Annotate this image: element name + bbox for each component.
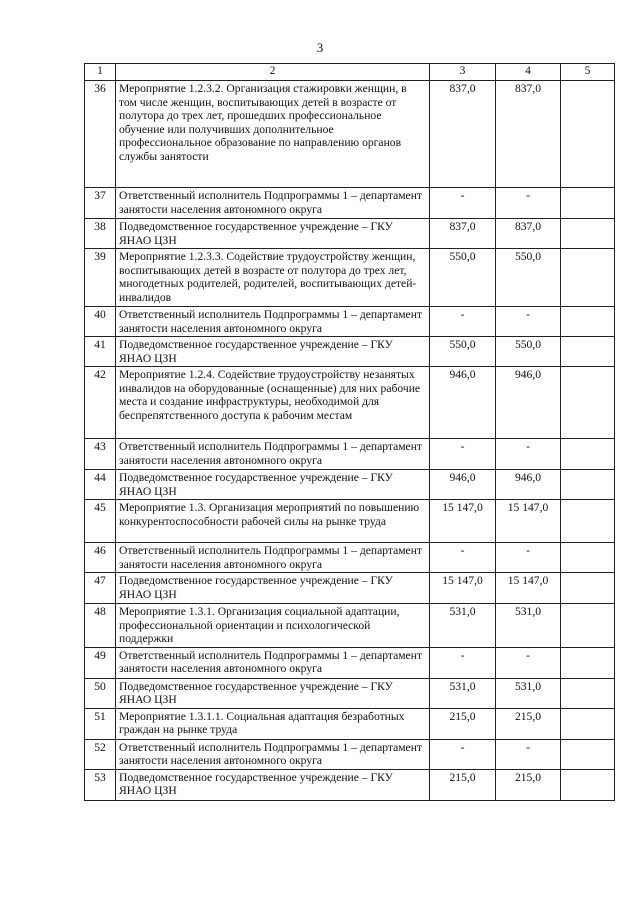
row-number: 42 bbox=[85, 367, 116, 439]
row-value-col5 bbox=[561, 573, 615, 604]
row-value-col5 bbox=[561, 219, 615, 249]
table-row bbox=[85, 337, 615, 367]
row-value-col3: 15 147,0 bbox=[430, 500, 496, 543]
row-value-col3: 837,0 bbox=[430, 219, 496, 249]
row-value-col5 bbox=[561, 188, 615, 219]
row-value-col4: - bbox=[496, 307, 561, 337]
row-number: 51 bbox=[85, 708, 116, 739]
row-value-col4: 550,0 bbox=[496, 337, 561, 367]
row-value-col4: 837,0 bbox=[496, 81, 561, 188]
row-value-col5 bbox=[561, 739, 615, 769]
row-number: 49 bbox=[85, 647, 116, 678]
program-funding-table bbox=[84, 63, 615, 801]
row-number: 43 bbox=[85, 439, 116, 470]
row-value-col5 bbox=[561, 604, 615, 648]
row-value-col3: 946,0 bbox=[430, 470, 496, 500]
row-number: 45 bbox=[85, 500, 116, 543]
row-value-col5 bbox=[561, 337, 615, 367]
row-description: Мероприятие 1.3. Организация мероприятий по повышению конкурентоспособности рабочей силы на рынке труда bbox=[116, 500, 430, 543]
row-description: Мероприятие 1.2.3.2. Организация стажировки женщин, в том числе женщин, воспитывающих детей в возрасте от полутора до трех лет, прошедших профессиональное обучение или получивших дополнительное профессиональное образование по направлению органов службы занятости bbox=[116, 81, 430, 188]
row-value-col3: - bbox=[430, 188, 496, 219]
row-value-col3: 531,0 bbox=[430, 604, 496, 648]
table-row bbox=[85, 219, 615, 249]
table-row bbox=[85, 543, 615, 573]
row-value-col4: 15 147,0 bbox=[496, 573, 561, 604]
table-row bbox=[85, 604, 615, 648]
table-row bbox=[85, 678, 615, 708]
table-row bbox=[85, 307, 615, 337]
row-value-col3: 215,0 bbox=[430, 769, 496, 800]
row-number: 48 bbox=[85, 604, 116, 648]
table-row bbox=[85, 500, 615, 543]
row-value-col4: 531,0 bbox=[496, 604, 561, 648]
row-description: Ответственный исполнитель Подпрограммы 1 – департамент занятости населения автономного округа bbox=[116, 188, 430, 219]
row-number: 39 bbox=[85, 249, 116, 307]
row-value-col5 bbox=[561, 367, 615, 439]
row-value-col4: 946,0 bbox=[496, 470, 561, 500]
row-description: Ответственный исполнитель Подпрограммы 1 – департамент занятости населения автономного округа bbox=[116, 307, 430, 337]
row-description: Мероприятие 1.3.1. Организация социальной адаптации, профессиональной ориентации и психологической поддержки bbox=[116, 604, 430, 648]
table-row bbox=[85, 81, 615, 188]
row-number: 37 bbox=[85, 188, 116, 219]
row-value-col5 bbox=[561, 678, 615, 708]
row-value-col4: - bbox=[496, 739, 561, 769]
row-value-col4: - bbox=[496, 647, 561, 678]
table-row bbox=[85, 249, 615, 307]
row-number: 47 bbox=[85, 573, 116, 604]
row-value-col4: 837,0 bbox=[496, 219, 561, 249]
table-row bbox=[85, 647, 615, 678]
column-header: 3 bbox=[430, 64, 496, 81]
row-value-col5 bbox=[561, 708, 615, 739]
row-value-col4: 946,0 bbox=[496, 367, 561, 439]
table-row bbox=[85, 470, 615, 500]
table-row bbox=[85, 708, 615, 739]
table-row bbox=[85, 367, 615, 439]
row-value-col3: 215,0 bbox=[430, 708, 496, 739]
table-row bbox=[85, 188, 615, 219]
row-value-col3: 531,0 bbox=[430, 678, 496, 708]
row-value-col3: 550,0 bbox=[430, 249, 496, 307]
row-description: Подведомственное государственное учреждение – ГКУ ЯНАО ЦЗН bbox=[116, 219, 430, 249]
row-description: Подведомственное государственное учреждение – ГКУ ЯНАО ЦЗН bbox=[116, 769, 430, 800]
row-value-col4: 531,0 bbox=[496, 678, 561, 708]
table-header-row bbox=[85, 64, 615, 81]
row-value-col4: 215,0 bbox=[496, 769, 561, 800]
row-value-col4: - bbox=[496, 543, 561, 573]
column-header: 4 bbox=[496, 64, 561, 81]
column-header: 2 bbox=[116, 64, 430, 81]
row-description: Ответственный исполнитель Подпрограммы 1 – департамент занятости населения автономного округа bbox=[116, 647, 430, 678]
row-value-col3: - bbox=[430, 439, 496, 470]
row-value-col3: - bbox=[430, 739, 496, 769]
row-value-col5 bbox=[561, 307, 615, 337]
row-description: Подведомственное государственное учреждение – ГКУ ЯНАО ЦЗН bbox=[116, 573, 430, 604]
row-value-col3: 550,0 bbox=[430, 337, 496, 367]
row-value-col4: 215,0 bbox=[496, 708, 561, 739]
row-number: 52 bbox=[85, 739, 116, 769]
table-row bbox=[85, 573, 615, 604]
row-value-col5 bbox=[561, 769, 615, 800]
row-value-col5 bbox=[561, 500, 615, 543]
column-header: 5 bbox=[561, 64, 615, 81]
row-value-col3: 946,0 bbox=[430, 367, 496, 439]
row-description: Мероприятие 1.3.1.1. Социальная адаптация безработных граждан на рынке труда bbox=[116, 708, 430, 739]
page-number: 3 bbox=[316, 40, 324, 55]
row-value-col3: - bbox=[430, 647, 496, 678]
row-value-col4: 15 147,0 bbox=[496, 500, 561, 543]
row-value-col4: - bbox=[496, 188, 561, 219]
table-row bbox=[85, 739, 615, 769]
row-number: 44 bbox=[85, 470, 116, 500]
row-description: Подведомственное государственное учреждение – ГКУ ЯНАО ЦЗН bbox=[116, 470, 430, 500]
table-row bbox=[85, 769, 615, 800]
row-number: 41 bbox=[85, 337, 116, 367]
row-number: 38 bbox=[85, 219, 116, 249]
row-description: Подведомственное государственное учреждение – ГКУ ЯНАО ЦЗН bbox=[116, 678, 430, 708]
row-description: Ответственный исполнитель Подпрограммы 1 – департамент занятости населения автономного округа bbox=[116, 739, 430, 769]
row-value-col5 bbox=[561, 470, 615, 500]
table-row bbox=[85, 439, 615, 470]
row-value-col5 bbox=[561, 439, 615, 470]
row-value-col5 bbox=[561, 647, 615, 678]
column-header: 1 bbox=[85, 64, 116, 81]
row-value-col5 bbox=[561, 543, 615, 573]
row-value-col3: - bbox=[430, 307, 496, 337]
row-description: Ответственный исполнитель Подпрограммы 1 – департамент занятости населения автономного округа bbox=[116, 543, 430, 573]
row-value-col3: 15 147,0 bbox=[430, 573, 496, 604]
row-value-col4: 550,0 bbox=[496, 249, 561, 307]
row-description: Мероприятие 1.2.3.3. Содействие трудоустройству женщин, воспитывающих детей в возрасте от полутора до трех лет, многодетных родителей, родителей, воспитывающих детей-инвалидов bbox=[116, 249, 430, 307]
row-description: Ответственный исполнитель Подпрограммы 1 – департамент занятости населения автономного округа bbox=[116, 439, 430, 470]
row-number: 36 bbox=[85, 81, 116, 188]
row-description: Подведомственное государственное учреждение – ГКУ ЯНАО ЦЗН bbox=[116, 337, 430, 367]
row-number: 40 bbox=[85, 307, 116, 337]
row-number: 50 bbox=[85, 678, 116, 708]
row-number: 53 bbox=[85, 769, 116, 800]
row-value-col4: - bbox=[496, 439, 561, 470]
row-value-col5 bbox=[561, 249, 615, 307]
row-value-col5 bbox=[561, 81, 615, 188]
row-value-col3: - bbox=[430, 543, 496, 573]
row-description: Мероприятие 1.2.4. Содействие трудоустройству незанятых инвалидов на оборудованные (оснащенные) для них рабочие места и создание инфраструктуры, необходимой для беспрепятственного доступа к рабочим местам bbox=[116, 367, 430, 439]
row-value-col3: 837,0 bbox=[430, 81, 496, 188]
row-number: 46 bbox=[85, 543, 116, 573]
